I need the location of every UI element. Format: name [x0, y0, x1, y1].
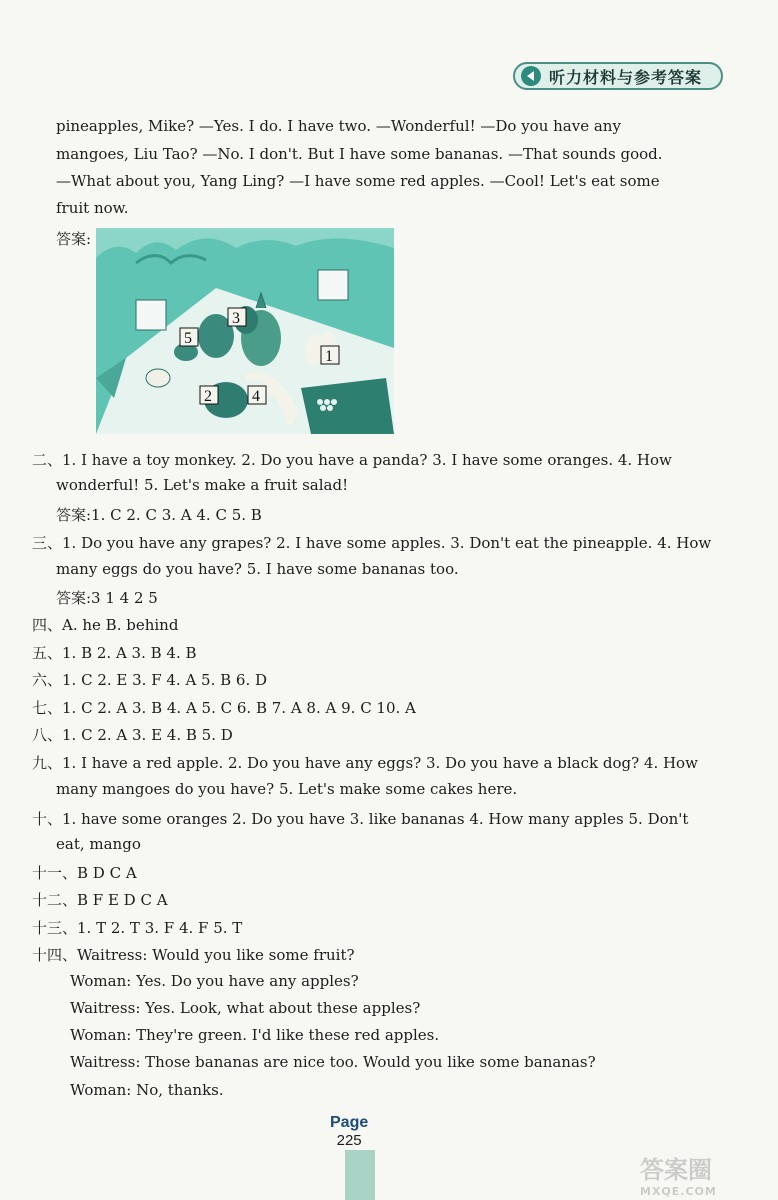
s6-answer: 六、1. C 2. E 3. F 4. A 5. B 6. D: [32, 671, 268, 689]
picture-answer-label: 答案:: [56, 230, 92, 248]
intro-line-1: pineapples, Mike? —Yes. I do. I have two. —Wonderful! —Do you have any: [56, 117, 621, 135]
s3-answer: 答案:3 1 4 2 5: [56, 589, 158, 607]
answer-box-number: 1: [325, 348, 333, 365]
s3-line-2: many eggs do you have? 5. I have some bananas too.: [56, 560, 459, 578]
s14-dialog-line: 十四、Waitress: Would you like some fruit?: [32, 946, 355, 964]
s9-line-2: many mangoes do you have? 5. Let's make some cakes here.: [56, 780, 518, 798]
s7-answer: 七、1. C 2. A 3. B 4. A 5. C 6. B 7. A 8. A 9. C 10. A: [32, 699, 416, 717]
watermark-text: 答案圈: [640, 1156, 712, 1184]
answer-box-number: 4: [252, 388, 260, 405]
s8-answer: 八、1. C 2. A 3. E 4. B 5. D: [32, 726, 233, 744]
s5-answer: 五、1. B 2. A 3. B 4. B: [32, 644, 197, 662]
page-number: 225: [336, 1132, 362, 1149]
s2-line-1: 二、1. I have a toy monkey. 2. Do you have a panda? 3. I have some oranges. 4. How: [32, 451, 672, 469]
picnic-scene-image: [96, 228, 394, 434]
s12-answer: 十二、B F E D C A: [32, 891, 168, 909]
answer-box-number: 5: [184, 330, 192, 347]
s2-line-2: wonderful! 5. Let's make a fruit salad!: [56, 476, 349, 494]
s11-answer: 十一、B D C A: [32, 864, 137, 882]
s9-line-1: 九、1. I have a red apple. 2. Do you have any eggs? 3. Do you have a black dog? 4. How: [32, 754, 698, 772]
s14-dialog-line: Waitress: Those bananas are nice too. Would you like some bananas?: [70, 1053, 596, 1071]
page-label: Page: [330, 1114, 369, 1131]
watermark-logo: [640, 1150, 770, 1198]
section-header-badge: [513, 62, 723, 90]
s14-dialog-line: Waitress: Yes. Look, what about these apples?: [70, 999, 421, 1017]
s3-line-1: 三、1. Do you have any grapes? 2. I have some apples. 3. Don't eat the pineapple. 4. How: [32, 534, 712, 552]
s10-line-1: 十、1. have some oranges 2. Do you have 3. like bananas 4. How many apples 5. Don't: [32, 810, 689, 828]
section-header-title: 听力材料与参考答案: [549, 67, 703, 87]
intro-line-2: mangoes, Liu Tao? —No. I don't. But I have some bananas. —That sounds good.: [56, 145, 663, 163]
intro-line-3: —What about you, Yang Ling? —I have some red apples. —Cool! Let's eat some: [56, 172, 660, 190]
s14-dialog-line: Woman: No, thanks.: [70, 1081, 224, 1099]
s14-dialog-line: Woman: Yes. Do you have any apples?: [70, 972, 359, 990]
s10-line-2: eat, mango: [56, 835, 141, 853]
left-arrow-icon: [521, 66, 541, 86]
intro-line-4: fruit now.: [56, 199, 129, 217]
answer-box-number: 3: [232, 310, 240, 327]
page-footer: [330, 1114, 368, 1149]
s4-answer: 四、A. he B. behind: [32, 616, 179, 634]
watermark-url: MXQE.COM: [640, 1185, 717, 1198]
answer-box-number: 2: [204, 388, 212, 405]
s2-answer: 答案:1. C 2. C 3. A 4. C 5. B: [56, 506, 262, 524]
s14-dialog-line: Woman: They're green. I'd like these red apples.: [70, 1026, 440, 1044]
s13-answer: 十三、1. T 2. T 3. F 4. F 5. T: [32, 919, 243, 937]
footer-color-band: [345, 1150, 375, 1200]
